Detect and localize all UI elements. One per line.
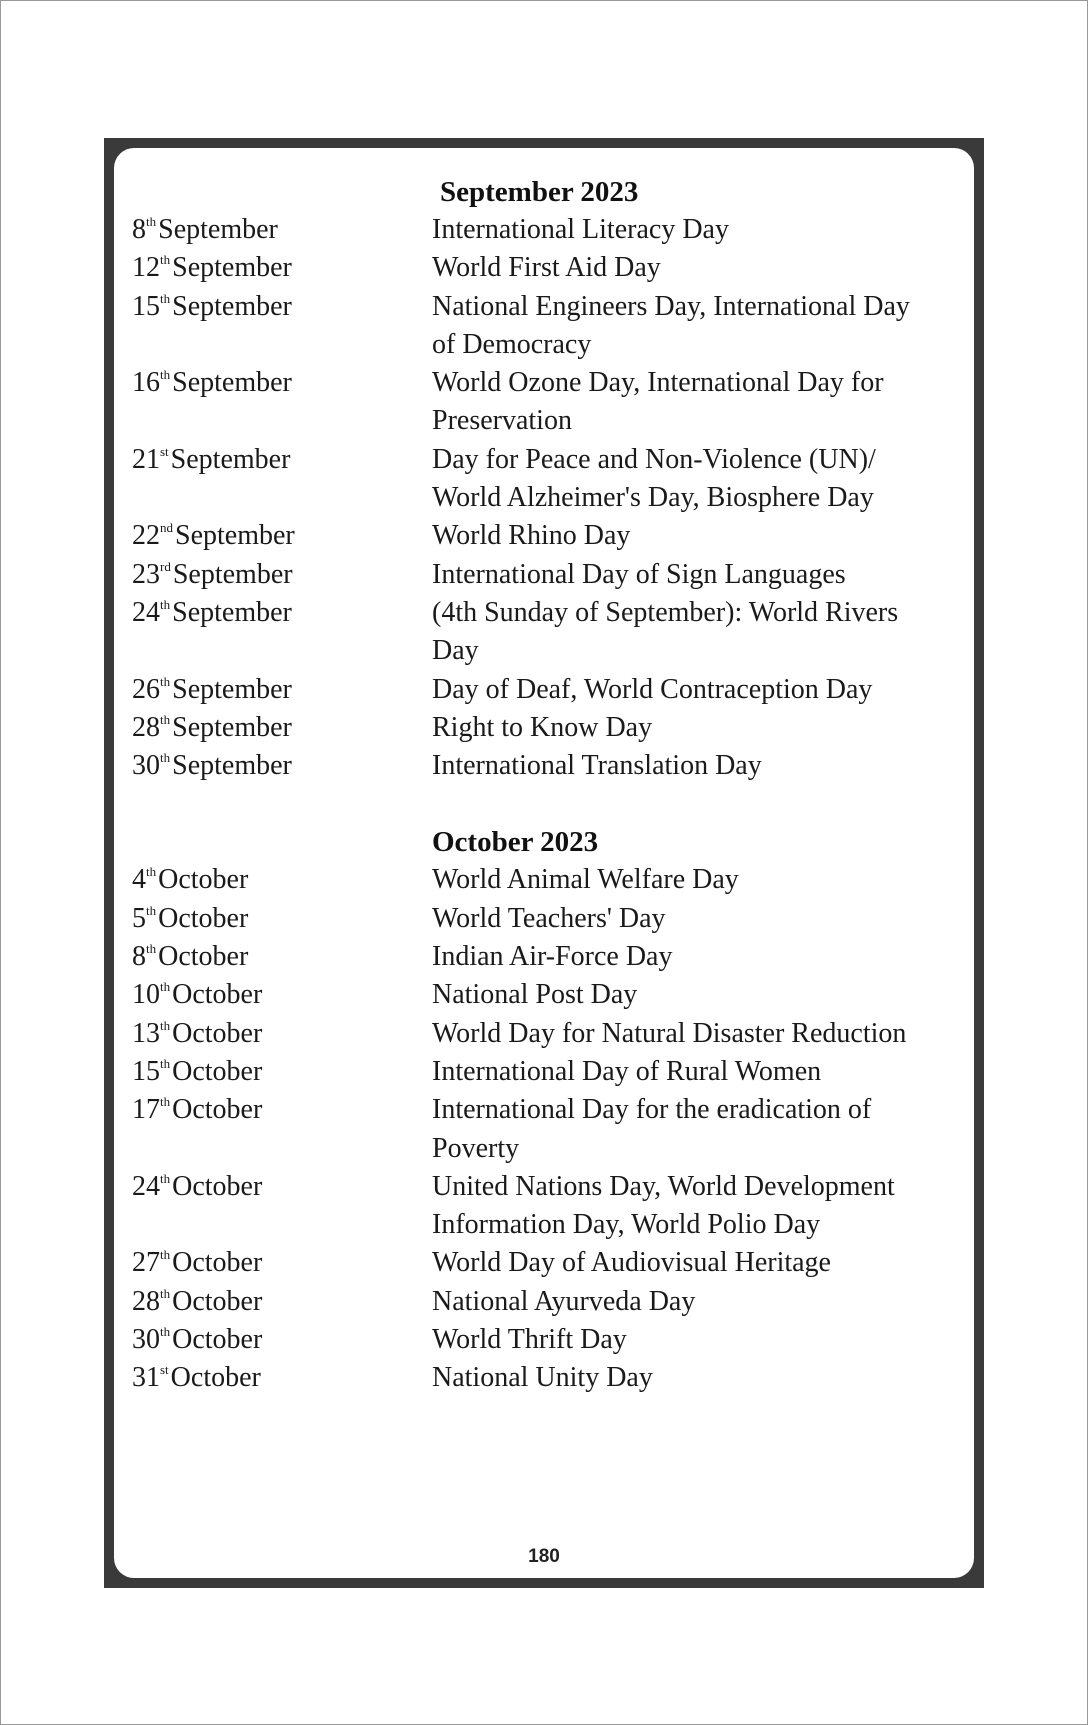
observance-name: (4th Sunday of September): World Rivers Day: [432, 596, 899, 667]
date-day: 16: [132, 367, 160, 399]
date-day: 17: [132, 1094, 160, 1126]
date-day: 30: [132, 1324, 160, 1356]
observance-date: [132, 938, 432, 976]
observance-date: [132, 211, 432, 249]
observance-name: International Day of Sign Languages: [432, 558, 846, 590]
observance-name: World Animal Welfare Day: [432, 864, 739, 896]
observance-row: [132, 861, 964, 899]
date-month: October: [172, 1017, 263, 1049]
observance-date: [132, 1359, 432, 1397]
observance-name: Right to Know Day: [432, 711, 653, 743]
date-month: October: [172, 1094, 263, 1126]
observance-name: World First Aid Day: [432, 252, 661, 284]
date-month: September: [175, 520, 295, 552]
date-ordinal-suffix: th: [146, 902, 157, 918]
observance-name: National Ayurveda Day: [432, 1285, 696, 1317]
observance-name: World Day for Natural Disaster Reduction: [432, 1017, 907, 1049]
observance-date: [132, 556, 432, 594]
date-ordinal-suffix: th: [160, 750, 171, 766]
date-month: October: [158, 941, 249, 973]
observance-name: Indian Air-Force Day: [432, 941, 673, 973]
month-heading: October 2023: [432, 826, 599, 859]
date-ordinal-suffix: th: [160, 1285, 171, 1301]
date-month: September: [172, 750, 292, 782]
date-ordinal-suffix: th: [160, 1247, 171, 1263]
observance-name: International Day of Rural Women: [432, 1055, 822, 1087]
date-day: 30: [132, 750, 160, 782]
date-month: October: [172, 1170, 263, 1202]
observance-date: [132, 861, 432, 899]
date-ordinal-suffix: th: [146, 214, 157, 229]
observance-row: [132, 211, 964, 249]
section-spacer: [132, 785, 964, 823]
date-day: 8: [132, 214, 146, 245]
observance-date: [132, 1244, 432, 1282]
date-ordinal-suffix: th: [160, 1094, 171, 1110]
observance-row: [132, 594, 964, 671]
date-ordinal-suffix: th: [146, 864, 157, 880]
date-month: October: [158, 864, 249, 896]
date-day: 24: [132, 596, 160, 628]
observance-date: [132, 1015, 432, 1053]
date-day: 15: [132, 290, 160, 322]
date-ordinal-suffix: st: [160, 1362, 169, 1378]
observance-row: [132, 671, 964, 709]
date-day: 4: [132, 864, 146, 896]
date-day: 27: [132, 1247, 160, 1279]
observance-date: [132, 900, 432, 938]
date-ordinal-suffix: th: [160, 367, 171, 383]
date-ordinal-suffix: th: [160, 596, 171, 612]
observance-name: World Rhino Day: [432, 520, 631, 552]
date-month: September: [158, 214, 278, 245]
date-ordinal-suffix: th: [160, 979, 171, 995]
date-ordinal-suffix: th: [160, 1324, 171, 1340]
date-month: September: [172, 711, 292, 743]
date-month: October: [172, 1285, 263, 1317]
observance-row: [132, 517, 964, 555]
date-ordinal-suffix: th: [160, 1170, 171, 1186]
observance-date: [132, 1283, 432, 1321]
observance-name: United Nations Day, World Development Information Day, World Polio Day: [432, 1170, 895, 1241]
date-month: October: [170, 1362, 261, 1394]
observance-name: International Literacy Day: [432, 214, 729, 245]
observance-name: Day for Peace and Non-Violence (UN)/ World Alzheimer's Day, Biosphere Day: [432, 443, 876, 514]
observance-date: [132, 1321, 432, 1359]
observance-name: World Teachers' Day: [432, 902, 666, 934]
date-month: September: [172, 596, 292, 628]
date-month: October: [172, 1055, 263, 1087]
observance-row: [132, 1321, 964, 1359]
observance-name: National Post Day: [432, 979, 638, 1011]
date-day: 28: [132, 1285, 160, 1317]
date-ordinal-suffix: th: [160, 711, 171, 727]
observance-date: [132, 671, 432, 709]
observance-name: National Engineers Day, International Day of Democracy: [432, 290, 910, 360]
date-ordinal-suffix: rd: [160, 558, 171, 574]
date-day: 28: [132, 711, 160, 743]
date-month: September: [172, 558, 293, 590]
observance-date: [132, 976, 432, 1014]
observance-name: World Ozone Day, International Day for Preservation: [432, 367, 884, 437]
observance-row: [132, 1359, 964, 1397]
date-ordinal-suffix: th: [160, 1055, 171, 1071]
date-ordinal-suffix: th: [160, 252, 171, 268]
date-ordinal-suffix: st: [160, 443, 169, 459]
date-day: 26: [132, 673, 160, 705]
date-day: 5: [132, 902, 146, 934]
observance-date: [132, 1091, 432, 1168]
date-month: September: [170, 443, 291, 475]
date-day: 13: [132, 1017, 160, 1049]
date-ordinal-suffix: th: [160, 1017, 171, 1033]
observance-name: International Translation Day: [432, 750, 762, 782]
observance-row: [132, 976, 964, 1014]
date-month: September: [172, 252, 292, 284]
page-border-frame: [104, 138, 984, 1588]
observance-row: [132, 1015, 964, 1053]
observance-row: [132, 556, 964, 594]
date-ordinal-suffix: th: [160, 673, 171, 689]
date-day: 23: [132, 558, 160, 590]
observance-row: [132, 747, 964, 785]
observance-name: World Day of Audiovisual Heritage: [432, 1247, 831, 1279]
observance-date: [132, 517, 432, 555]
observance-row: [132, 1244, 964, 1282]
observance-date: [132, 249, 432, 287]
date-day: 21: [132, 443, 160, 475]
observance-date: [132, 441, 432, 518]
date-month: October: [172, 1247, 263, 1279]
date-ordinal-suffix: th: [146, 941, 157, 957]
date-day: 15: [132, 1055, 160, 1087]
date-month: October: [158, 902, 249, 934]
date-day: 24: [132, 1170, 160, 1202]
observance-name: Day of Deaf, World Contraception Day: [432, 673, 873, 705]
month-heading: September 2023: [440, 176, 639, 208]
observance-row: [132, 1053, 964, 1091]
observance-row: [132, 1168, 964, 1245]
observance-date: [132, 1168, 432, 1245]
date-month: October: [172, 1324, 263, 1356]
date-day: 10: [132, 979, 160, 1011]
observance-name: World Thrift Day: [432, 1324, 627, 1356]
observance-name: National Unity Day: [432, 1362, 653, 1394]
date-month: October: [172, 979, 263, 1011]
date-day: 8: [132, 941, 146, 973]
observance-row: [132, 364, 964, 441]
observance-row: [132, 1283, 964, 1321]
date-day: 31: [132, 1362, 160, 1394]
observance-date: [132, 1053, 432, 1091]
observance-row: [132, 288, 964, 365]
observance-name: International Day for the eradication of Poverty: [432, 1094, 872, 1164]
observance-row: [132, 938, 964, 976]
observance-row: [132, 1091, 964, 1168]
date-day: 22: [132, 520, 160, 552]
observance-date: [132, 709, 432, 747]
date-day: 12: [132, 252, 160, 284]
observance-date: [132, 288, 432, 365]
observance-date: [132, 747, 432, 785]
date-month: September: [172, 367, 292, 399]
observance-row: [132, 249, 964, 287]
page-number: 180: [528, 1546, 560, 1567]
observance-row: [132, 709, 964, 747]
date-month: September: [172, 290, 292, 322]
calendar-content: [132, 173, 964, 1398]
date-month: September: [172, 673, 292, 705]
date-ordinal-suffix: nd: [160, 520, 173, 536]
content-card: [114, 148, 974, 1578]
observance-date: [132, 594, 432, 671]
date-ordinal-suffix: th: [160, 290, 171, 306]
observance-date: [132, 364, 432, 441]
observance-row: [132, 441, 964, 518]
observance-row: [132, 900, 964, 938]
